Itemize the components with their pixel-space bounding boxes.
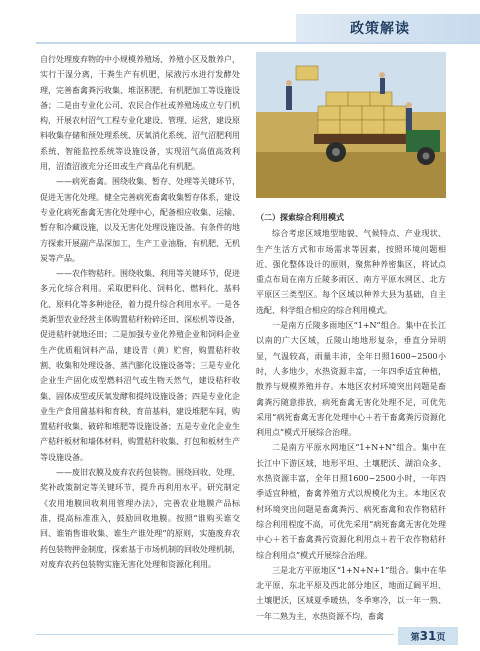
left-column bbox=[40, 52, 240, 572]
page-suffix: 页 bbox=[436, 633, 446, 643]
page-number-value: 31 bbox=[419, 629, 437, 643]
footer-divider bbox=[36, 634, 394, 635]
right-column bbox=[256, 210, 446, 624]
section-heading: （二）探索综合利用模式 bbox=[256, 213, 344, 222]
paragraph: ——废旧农膜及废弃农药包装物。围绕回收、处理、奖补政策制定等关键环节，提升再利用水平。研究制定《农用地膜回收利用管理办法》，完善农业地膜产品标准，提高标准准入，鼓励回收地膜。按照“谁购买谁交回、谁销售谁收集、谁生产谁处理”的原则，实施废弃农药包装物押金制度，探索基于市场机制的回收处理机制，对废弃农药包装物实施无害化处理和资源化利用。 bbox=[40, 468, 240, 569]
paragraph: 二是南方平原水网地区“1+N+N”组合。集中在长江中下游区域，地形平坦、土壤肥沃、湖泊众多、水热资源丰富，全年日照1600~2500小时，一年四季适宜种植，畜禽养殖方式以规模化为主。本地区农村环境突出问题是畜禽粪污、病死畜禽和农作物秸秆综合利用程度不高，可优先采用“病死畜禽无害化处理中心＋若干畜禽粪污资源化利用点＋若干农作物秸秆综合利用点”模式开展综合治理。 bbox=[256, 443, 446, 560]
page-prefix: 第 bbox=[410, 633, 420, 643]
paragraph: 三是北方平原地区“1+N+N+1”组合。集中在华北平原、东北平原及西北部分地区，地面辽阔平坦、土壤肥沃，区域夏季暖热，冬季寒冷，以一年一熟、一年二熟为主，水热资源不均，畜禽 bbox=[256, 565, 446, 621]
header-divider bbox=[36, 42, 480, 44]
paragraph: ——农作物秸秆。围绕收集、利用等关键环节，促进多元化综合利用。采取肥料化、饲料化、燃料化、基料化、原料化等多种途径，着力提升综合利用水平。一是各类新型农业经营主体购置秸秆粉碎还田、深松机等设备，促进秸秆就地还田；二是加强专业化养殖企业和饲料企业生产优质粗饲料产品，建设青（黄）贮窖，购置秸秆收割、收集和处理设备、蒸汽膨化设施设备等；三是专业化企业生产固化成型燃料沼气或生物天然气，建设秸秆收集、固体成型或厌氧发酵和提纯设施设备；四是专业化企业生产食用菌基料和育秧、育苗基料，建设堆肥车间，购置秸秆收集、破碎和堆肥等设施设备；五是专业化企业生产秸秆板材和墙体材料，购置秸秆收集、打包和板材生产等设施设备。 bbox=[40, 269, 240, 462]
paragraph: ——病死畜禽。围绕收集、暂存、处理等关键环节，促进无害化处理。健全完善病死畜禽收集暂存体系，建设专业化病死畜禽无害化处理中心，配备相应收集、运输、暂存和冷藏设施，以及无害化处理设施设备。有条件的地方探索开展副产品深加工，生产工业油脂、有机肥、无机炭等产品。 bbox=[40, 177, 240, 263]
paragraph: 综合考虑区域地型地貌、气候特点、产业现状、生产生活方式和市场需求等因素，按照环境问题相近、强化整体设计的原则，聚焦种养密集区，将试点重点布局在南方丘陵多雨区、南方平原水网区、北方平原区三类型区。每个区域以种养大县为基础，自主选配、科学组合相应的综合利用模式。 bbox=[256, 229, 446, 315]
harvest-photo bbox=[256, 52, 446, 198]
section-title: 政策解读 bbox=[350, 21, 410, 37]
paragraph: 自行处理废弃物的中小规模养殖场、养殖小区及散养户，实行干湿分离，干粪生产有机肥，尿液污水进行发酵处理，完善畜禽粪污收集、堆沤积肥、有机肥加工等设施设备；二是由专业化公司、农民合作社或养殖场成立专门机构，开展农村沼气工程专业化建设、管理、运营，建设原料收集存储和预处理系统、厌氧消化系统、沼气沼肥利用系统、智能监控系统等设施设备，实现沼气高值高效利用，沼渣沼液充分还田或生产商品化有机肥。 bbox=[40, 55, 240, 172]
page-number bbox=[398, 627, 458, 645]
paragraph: 一是南方丘陵多雨地区“1+N”组合。集中在长江以南的广大区域，丘陵山地地形复杂，垂直分异明显，气温较高，雨量丰沛，全年日照1600~2500小时，人多地少，水热资源丰富，一年四季适宜种植，散养与规模养殖并存。本地区农村环境突出问题是畜禽粪污随意排放，病死畜禽无害化处理不足，可优先采用“病死畜禽无害化处理中心＋若干畜禽粪污资源化利用点”模式开展综合治理。 bbox=[256, 321, 446, 438]
harvest-photo-illustration bbox=[256, 52, 446, 198]
